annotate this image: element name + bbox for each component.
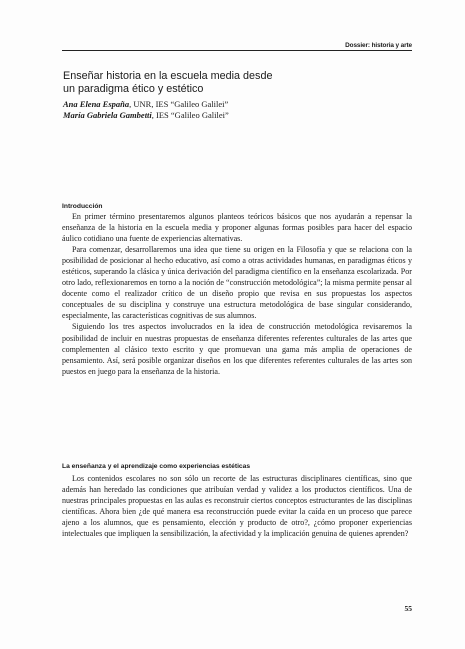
author-line [63, 110, 403, 121]
paragraph: Para comenzar, desarrollaremos una idea que tiene su origen en la Filosofía y que se relaciona con la posibilidad de posicionar al hecho educativo, así como a otras actividades humanas, en paradigmas éticos y estéticos, superando la clásica y única derivación del paradigma científico en la enseñanza escolarizada. Por otro lado, reflexionaremos en torno a la noción de “construcción metodológica”; la misma permite pensar al docente como el realizador crítico de un diseño propio que revisa en sus propuestas los aspectos conceptuales de su disciplina y construye una estructura metodológica de base singular considerando, especialmente, las características cognitivas de sus alumnos. [62, 245, 412, 321]
author-name: Ana Elena España [63, 99, 130, 109]
section-body-introduction [62, 211, 412, 377]
author-name: María Gabriela Gambetti [63, 109, 152, 120]
article-title-line-2: un paradigma ético y estético [63, 83, 204, 95]
title-block [63, 70, 403, 120]
author-affiliation: , UNR, IES “Galileo Galilei” [129, 99, 229, 109]
author-affiliation: , IES “Galileo Galilei” [151, 109, 229, 120]
section-heading-aesthetic-experiences: La enseñanza y el aprendizaje como experiencias estéticas [62, 463, 251, 470]
article-title-line-1: Enseñar historia en la escuela media desde [63, 70, 273, 82]
running-header: Dossier: historia y arte [345, 42, 412, 49]
paragraph: Siguiendo los tres aspectos involucrados en la idea de construcción metodológica revisaremos la posibilidad de incluir en nuestras propuestas de enseñanza diferentes referentes culturales de las artes que complementen al clásico texto escrito y que promuevan una gama más amplia de operaciones de pensamiento. Así, será posible organizar diseños en los que diferentes referentes culturales de las artes son puestos en juego para la enseñanza de la historia. [62, 322, 412, 376]
paragraph: Los contenidos escolares no son sólo un recorte de las estructuras disciplinares científicas, sino que además han heredado las condiciones que atribuían verdad y validez a los productos científicos. Una de nuestras principales propuestas en las aulas es reconstruir ciertos conceptos estructurantes de las disciplinas científicas. Ahora bien ¿de qué manera esa reconstrucción puede evitar la caída en un proceso que parece ajeno a los alumnos, que es pensamiento, elección y producto de otro?, ¿cómo proponer experiencias intelectuales que impliquen la sensibilización, la afectividad y la implicación genuina de quienes aprenden? [62, 474, 412, 539]
article-title [63, 70, 403, 96]
section-body-aesthetic-experiences [62, 473, 412, 539]
header-rule [62, 50, 412, 51]
author-list [63, 99, 403, 120]
section-heading-introduction: Introducción [62, 203, 103, 210]
author-line [63, 99, 403, 110]
paragraph: En primer término presentaremos algunos planteos teóricos básicos que nos ayudarán a repensar la enseñanza de la historia en la escuela media y proponer algunas formas posibles para hacer del espacio áulico cotidiano una fuente de experiencias alternativas. [62, 212, 412, 244]
page-number: 55 [404, 604, 412, 613]
